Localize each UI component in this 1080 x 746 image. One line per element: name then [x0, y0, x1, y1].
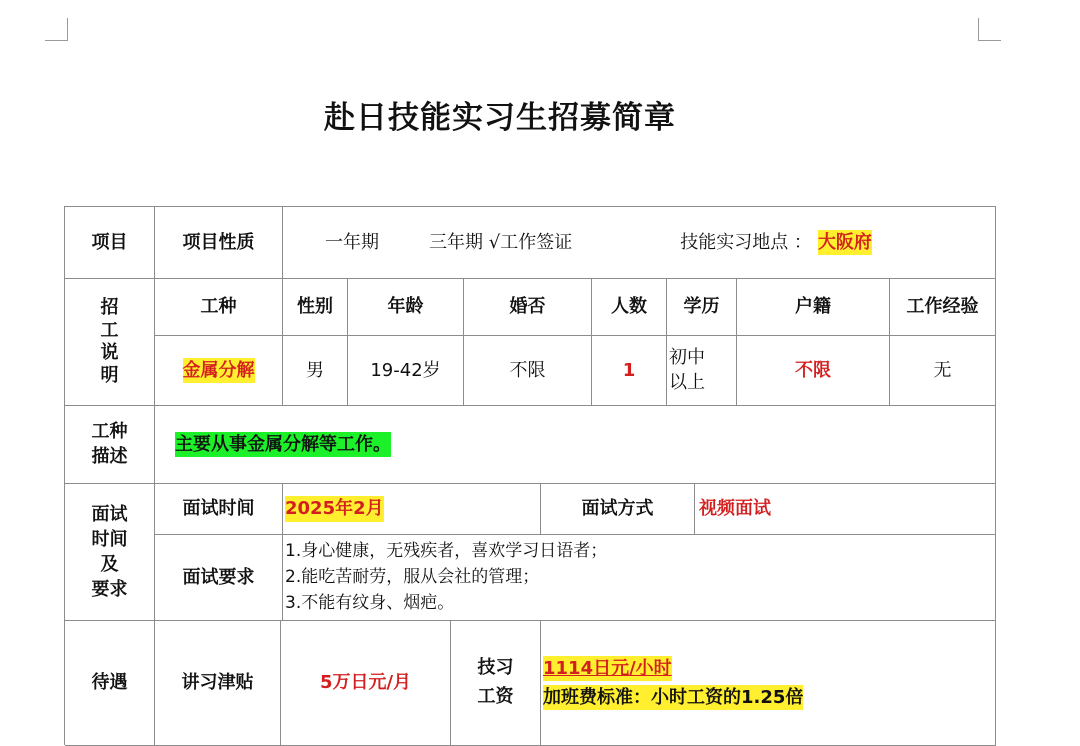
interview-req-value-cell — [283, 535, 996, 621]
interview-time-value: 2025年2月 — [285, 496, 384, 521]
interview-label-line: 要求 — [91, 579, 128, 601]
project-nature-label-cell — [155, 207, 283, 279]
interview-requirement-item: 2.能吃苦耐劳，服从会社的管理； — [285, 567, 540, 588]
treatment-label-cell — [65, 621, 155, 746]
interview-label-line: 时间 — [91, 528, 128, 550]
page-corner-mark-left — [45, 18, 68, 41]
recruitment-table — [64, 206, 996, 745]
header-count: 人数 — [592, 279, 667, 336]
project-label-cell — [65, 207, 155, 279]
treatment-label: 待遇 — [91, 672, 128, 694]
location-value: 大阪府 — [818, 230, 872, 255]
interview-method-value-cell — [695, 484, 996, 535]
value-marital: 不限 — [464, 336, 592, 406]
wage-label-cell — [451, 621, 541, 746]
recruit-label-char: 说 — [100, 342, 119, 363]
wage-label-line1: 技习 — [477, 657, 514, 679]
job-desc-value-cell — [155, 406, 996, 484]
job-desc-label-line1: 工种 — [91, 421, 128, 443]
allowance-label: 讲习津贴 — [155, 621, 281, 746]
project-nature-value-cell — [283, 207, 996, 279]
header-age: 年龄 — [348, 279, 464, 336]
job-desc-label-cell — [65, 406, 155, 484]
header-marital: 婚否 — [464, 279, 592, 336]
value-job: 金属分解 — [183, 358, 255, 383]
allowance-value: 5万日元/月 — [281, 621, 451, 746]
value-experience: 无 — [890, 336, 996, 406]
recruit-label-cell — [65, 279, 155, 406]
page-corner-mark-right — [978, 18, 1001, 41]
job-desc-text: 主要从事金属分解等工作。 — [175, 432, 391, 457]
wage-label-line2: 工资 — [477, 686, 514, 707]
wage-value-cell — [541, 621, 996, 746]
value-education-line2: 以上 — [669, 371, 705, 393]
interview-method-label: 面试方式 — [541, 484, 695, 535]
interview-requirement-item: 3.不能有纹身、烟疤。 — [285, 592, 455, 613]
header-hukou: 户籍 — [737, 279, 890, 336]
value-gender: 男 — [283, 336, 348, 406]
value-education-cell — [667, 336, 737, 406]
header-experience: 工作经验 — [890, 279, 996, 336]
interview-requirement-item: 1.身心健康，无残疾者，喜欢学习日语者； — [285, 541, 608, 562]
location-label: 技能实习地点 ： — [680, 231, 812, 253]
value-education-line1: 初中 — [669, 347, 705, 369]
value-age: 19-42岁 — [348, 336, 464, 406]
header-education: 学历 — [667, 279, 737, 336]
project-option-three-year: 三年期 √工作签证 — [429, 231, 573, 253]
job-desc-label-line2: 描述 — [91, 445, 128, 467]
project-label: 项目 — [91, 231, 128, 253]
interview-time-label: 面试时间 — [155, 484, 283, 535]
value-hukou: 不限 — [737, 336, 890, 406]
project-nature-label: 项目性质 — [182, 231, 255, 253]
header-job: 工种 — [155, 279, 283, 336]
header-gender: 性别 — [283, 279, 348, 336]
value-job-cell — [155, 336, 283, 406]
document-title: 赴日技能实习生招募简章 — [324, 100, 676, 136]
interview-label-cell — [65, 484, 155, 621]
interview-time-value-cell — [283, 484, 541, 535]
recruit-label-char: 招 — [100, 297, 119, 318]
project-option-one-year: 一年期 — [325, 231, 379, 253]
recruit-label-char: 工 — [100, 319, 119, 341]
recruit-label-char: 明 — [100, 364, 119, 386]
interview-method-value: 视频面试 — [699, 498, 771, 520]
wage-value: 1114日元/小时 — [543, 656, 672, 681]
value-count: 1 — [592, 336, 667, 406]
interview-req-label: 面试要求 — [155, 535, 283, 621]
interview-label-line: 及 — [100, 554, 119, 575]
overtime-standard: 加班费标准：小时工资的1.25倍 — [543, 685, 803, 710]
interview-label-line: 面试 — [91, 503, 128, 525]
